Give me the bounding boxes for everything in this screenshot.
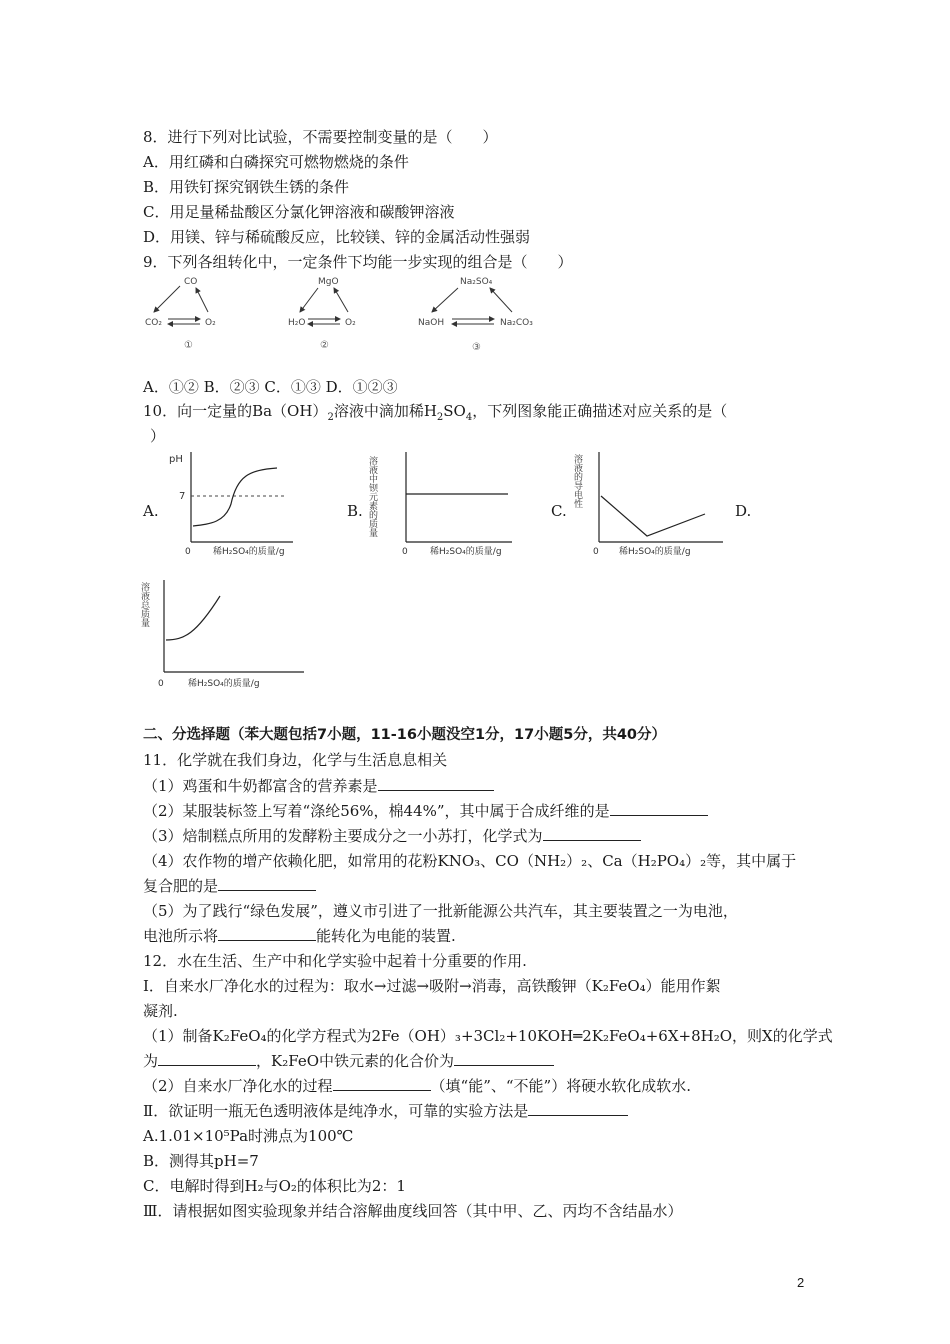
q9-options: A．①② B．②③ C．①③ D．①②③ <box>143 378 398 396</box>
q10-d-origin: 0 <box>158 679 164 689</box>
q10-c-origin: 0 <box>593 547 599 557</box>
q12-option-a: A.1.01×10⁵Pa时沸点为100℃ <box>143 1127 354 1145</box>
q10-b-xlabel: 稀H₂SO₄的质量/g <box>430 547 502 557</box>
q12-option-b: B．测得其pH=7 <box>143 1152 259 1170</box>
q8-option-a: A．用红磷和白磷探究可燃物燃烧的条件 <box>143 153 409 171</box>
q10-d-ylabel: 溶液总质量 <box>139 582 149 627</box>
q11-part-2: （2）某服装标签上写着“涤纶56%，棉44%”，其中属于合成纤维的是 <box>143 801 708 821</box>
q10-graph-b <box>367 446 520 558</box>
q9-d1-left: CO₂ <box>145 318 162 328</box>
q9-diagram-2 <box>288 277 356 351</box>
q12-blank-4[interactable] <box>528 1101 628 1116</box>
q12-part-iii: Ⅲ．请根据如图实验现象并结合溶解曲度线回答（其中甲、乙、丙均不含结晶水） <box>143 1202 683 1220</box>
q11-part-5b: 电池所示将 能转化为电能的装置. <box>143 927 456 945</box>
q10-d-xlabel: 稀H₂SO₄的质量/g <box>188 679 260 689</box>
q12-blank-2[interactable] <box>454 1051 554 1066</box>
q9-d2-num: ② <box>320 340 329 351</box>
q10-stem-continued: ） <box>150 427 166 445</box>
q11-part-5a: （5）为了践行“绿色发展”，遵义市引进了一批新能源公共汽车，其主要装置之一为电池， <box>143 902 738 920</box>
q10-option-d-label: D. <box>735 502 752 520</box>
q8-option-d: D．用镁、锌与稀硫酸反应，比较镁、锌的金属活动性强弱 <box>143 228 531 246</box>
q10-c-xlabel: 稀H₂SO₄的质量/g <box>619 547 691 557</box>
q10-b-origin: 0 <box>402 547 408 557</box>
q12-stem: 12．水在生活、生产中和化学实验中起着十分重要的作用. <box>143 952 527 970</box>
q10-b-ylabel: 溶液中钡元素的质量 <box>367 456 377 537</box>
q9-diagram-1 <box>145 277 216 351</box>
q11-part-1: （1）鸡蛋和牛奶都富含的营养素是 <box>143 776 494 796</box>
q12-blank-3[interactable] <box>333 1076 431 1091</box>
q9-d3-top: Na₂SO₄ <box>460 277 493 287</box>
q9-d1-top: CO <box>184 277 198 287</box>
q9-d2-right: O₂ <box>345 318 356 328</box>
q12-part-ii: Ⅱ．欲证明一瓶无色透明液体是纯净水，可靠的实验方法是 <box>143 1101 628 1121</box>
q10-stem: 10．向一定量的$Ba(OH)_2$溶液中滴加稀$H_2SO_4$，下列图象能正确描述对应关系的是（ <box>143 402 728 423</box>
q9-d1-num: ① <box>184 340 193 351</box>
section-2-heading: 二、分选择题（苯大题包括7小题，11-16小题没空1分，17小题5分，共40分） <box>143 727 666 743</box>
q10-graph-a <box>165 446 300 558</box>
q12-part-i-line-1: Ⅰ．自来水厂净化水的过程为：取水→过滤→吸附→消毒，高铁酸钾（K₂FeO₄）能用作絮 <box>143 977 721 995</box>
q10-a-ylabel: pH <box>169 454 183 465</box>
q9-d1-right: O₂ <box>205 318 216 328</box>
q12-blank-1[interactable] <box>158 1051 256 1066</box>
q9-d3-left: NaOH <box>418 318 445 328</box>
q10-graph-d <box>140 574 310 690</box>
q10-graph-c <box>572 446 730 558</box>
q10-option-a-label: A. <box>143 502 159 520</box>
q8-option-b: B．用铁钉探究钢铁生锈的条件 <box>143 178 350 196</box>
q11-blank-2[interactable] <box>610 801 708 816</box>
q9-d2-top: MgO <box>318 277 339 287</box>
q11-blank-1[interactable] <box>378 776 494 791</box>
q9-d2-left: H₂O <box>288 318 306 328</box>
page-number: 2 <box>797 1275 805 1290</box>
q11-blank-4[interactable] <box>218 876 316 891</box>
q9-conversion-diagrams <box>140 272 550 358</box>
q12-part-i-line-2: 凝剂. <box>143 1002 178 1020</box>
q10-a-xlabel: 稀H₂SO₄的质量/g <box>213 547 285 557</box>
q10-a-tick-7: 7 <box>179 491 186 502</box>
q8-stem: 8．进行下列对比试验，不需要控制变量的是（ ） <box>143 128 498 146</box>
q10-option-b-label: B. <box>347 502 363 520</box>
q11-part-3: （3）焙制糕点所用的发酵粉主要成分之一小苏打，化学式为 <box>143 826 641 846</box>
q11-part-4a: （4）农作物的增产依赖化肥，如常用的花粉KNO₃、CO（NH₂）₂、Ca（H₂PO₄）₂等，其中属于 <box>143 852 797 870</box>
q12-sub-1b: 为 ，K₂FeO中铁元素的化合价为 <box>143 1051 554 1071</box>
q9-stem: 9．下列各组转化中，一定条件下均能一步实现的组合是（ ） <box>143 253 573 271</box>
q12-option-c: C．电解时得到H₂与O₂的体积比为2：1 <box>143 1177 406 1195</box>
q8-option-c: C．用足量稀盐酸区分氯化钾溶液和碳酸钾溶液 <box>143 203 455 221</box>
q10-option-c-label: C. <box>551 502 567 520</box>
q11-blank-5[interactable] <box>218 926 316 941</box>
q11-part-4b: 复合肥的是 <box>143 876 316 896</box>
q10-c-ylabel: 溶液的导电性 <box>572 454 582 508</box>
q9-d3-right: Na₂CO₃ <box>500 318 533 328</box>
q12-sub-1a: （1）制备K₂FeO₄的化学方程式为2Fe（OH）₃+3Cl₂+10KOH═2K₂FeO₄+6X+8H₂O，则X的化学式 <box>143 1027 833 1045</box>
q9-diagram-3 <box>418 277 533 353</box>
q9-d3-num: ③ <box>472 342 481 353</box>
q11-blank-3[interactable] <box>543 826 641 841</box>
q12-sub-2: （2）自来水厂净化水的过程 （填“能”、“不能”）将硬水软化成软水. <box>143 1077 691 1095</box>
q10-a-origin: 0 <box>185 547 191 557</box>
q11-stem: 11．化学就在我们身边，化学与生活息息相关 <box>143 751 448 769</box>
